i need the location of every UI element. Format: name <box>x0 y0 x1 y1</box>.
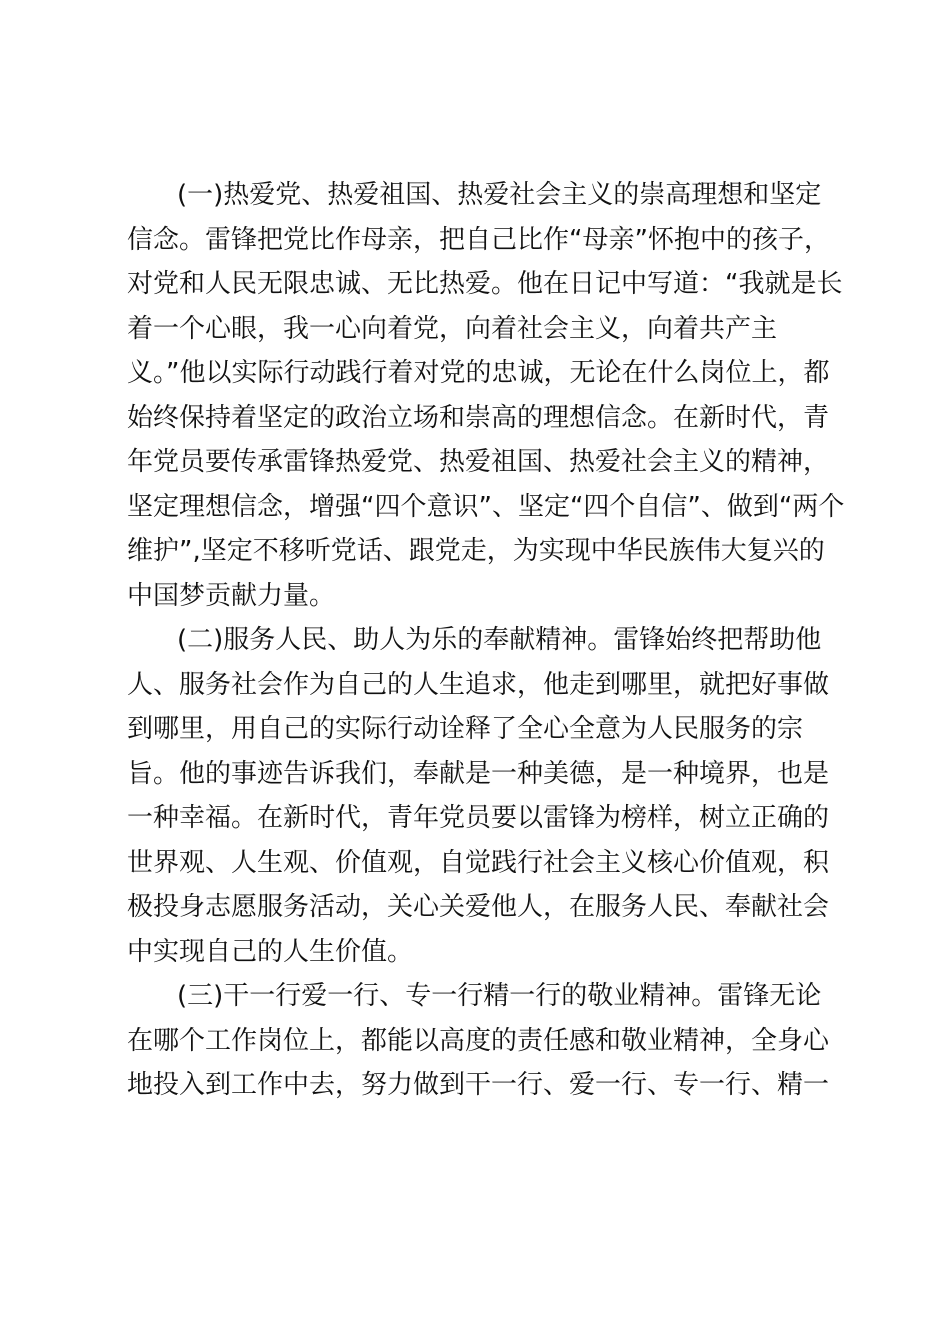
paragraph-1 <box>127 173 845 618</box>
paragraph-line: 地投入到工作中去，努力做到干一行、爱一行、专一行、精一 <box>127 1070 830 1100</box>
paragraph-line: 一种幸福。在新时代，青年党员要以雷锋为榜样，树立正确的 <box>127 803 830 833</box>
paragraph-line: 旨。他的事迹告诉我们，奉献是一种美德，是一种境界，也是 <box>127 758 830 789</box>
paragraph-line: 维护”,坚定不移听党话、跟党走，为实现中华民族伟大复兴的 <box>127 536 825 566</box>
paragraph-line: 到哪里，用自己的实际行动诠释了全心全意为人民服务的宗 <box>127 714 804 744</box>
paragraph-line: (三)干一行爱一行、专一行精一行的敬业精神。雷锋无论 <box>177 981 822 1011</box>
paragraph-line: (二)服务人民、助人为乐的奉献精神。雷锋始终把帮助他 <box>177 625 822 655</box>
paragraph-line: 世界观、人生观、价值观，自觉践行社会主义核心价值观，积 <box>127 847 830 878</box>
paragraph-line: 人、服务社会作为自己的人生追求，他走到哪里，就把好事做 <box>127 669 830 700</box>
paragraph-line: (一)热爱党、热爱祖国、热爱社会主义的崇高理想和坚定 <box>177 180 822 210</box>
paragraph-line: 极投身志愿服务活动，关心关爱他人，在服务人民、奉献社会 <box>127 892 830 922</box>
paragraph-line: 对党和人民无限忠诚、无比热爱。他在日记中写道：“我就是长 <box>127 269 843 299</box>
paragraph-line: 年党员要传承雷锋热爱党、热爱祖国、热爱社会主义的精神， <box>127 447 830 477</box>
paragraph-2 <box>127 618 835 974</box>
paragraph-line: 在哪个工作岗位上，都能以高度的责任感和敬业精神，全身心 <box>127 1025 830 1056</box>
paragraph-line: 中国梦贡献力量。 <box>127 580 336 611</box>
paragraph-line: 着一个心眼，我一心向着党，向着社会主义，向着共产主 <box>127 313 778 344</box>
paragraph-line: 中实现自己的人生价值。 <box>127 936 414 967</box>
paragraph-3 <box>127 974 835 1108</box>
document-body <box>127 173 845 1108</box>
paragraph-line: 信念。雷锋把党比作母亲，把自己比作“母亲”怀抱中的孩子， <box>127 224 830 255</box>
paragraph-line: 坚定理想信念，增强“四个意识”、坚定“四个自信”、做到“两个 <box>127 491 845 522</box>
paragraph-line: 义。”他以实际行动践行着对党的忠诚，无论在什么岗位上，都 <box>127 358 830 388</box>
paragraph-line: 始终保持着坚定的政治立场和崇高的理想信念。在新时代，青 <box>127 402 830 433</box>
